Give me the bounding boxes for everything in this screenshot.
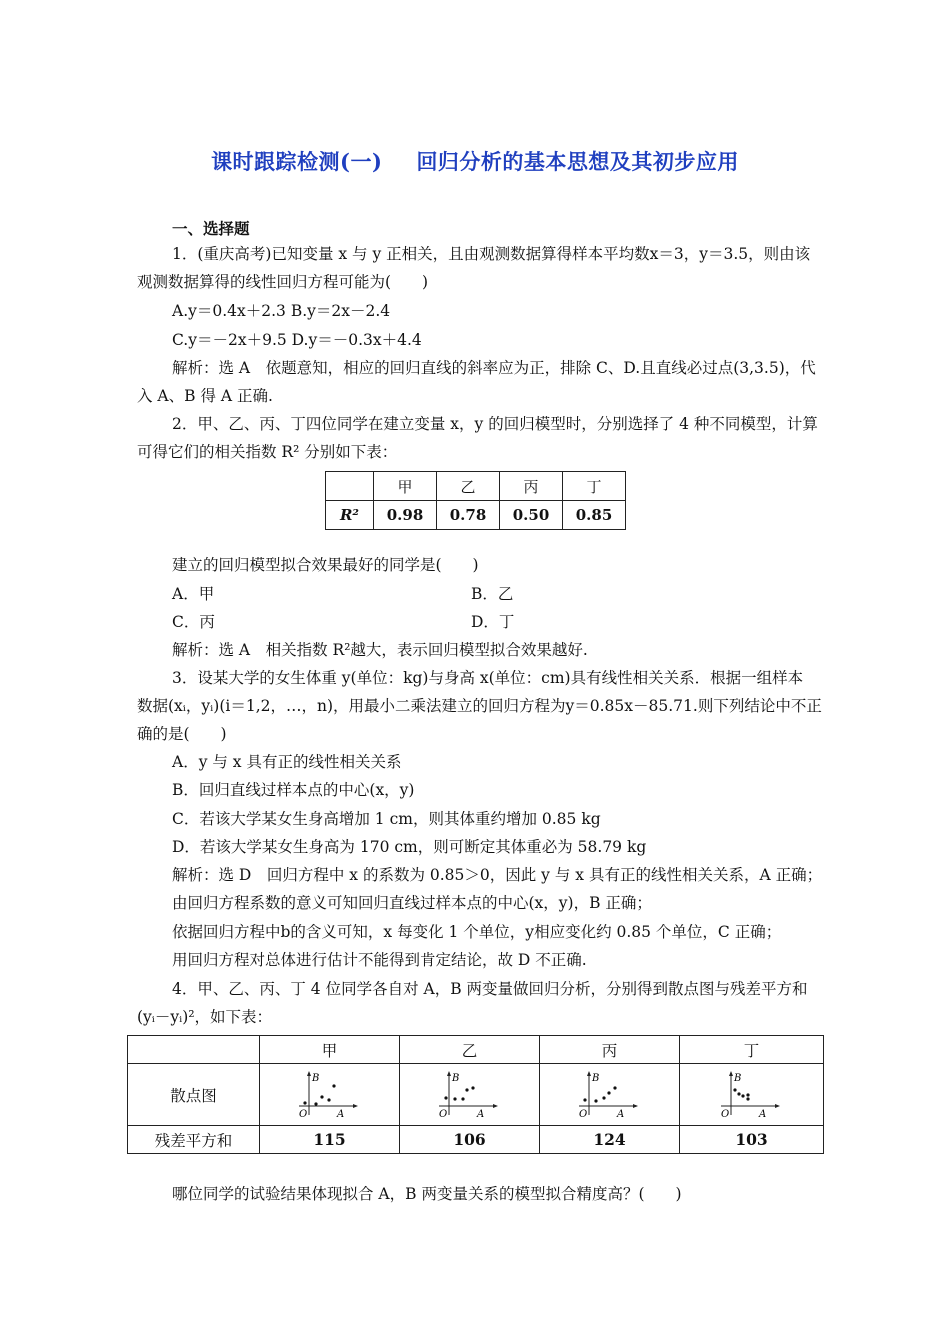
r2-value-bing: 0.50 [500,501,563,530]
q1-answer-line2: 入 A、B 得 A 正确. [137,387,273,405]
q1-answer-line1: 解析：选 A 依题意知，相应的回归直线的斜率应为正，排除 C、D.且直线必过点(3,3.5)，代 [172,359,816,377]
q2-option-d: D．丁 [471,613,515,631]
scatter-point [332,1084,335,1087]
q4-question: 哪位同学的试验结果体现拟合 A，B 两变量关系的模型拟合精度高？( ) [172,1185,682,1203]
axis-label-b: B [451,1072,459,1084]
scatter-point [453,1097,456,1100]
r2-table-value-row [326,501,626,530]
scatter-point [741,1094,744,1097]
scatter-point [314,1102,317,1105]
residual-ding: 103 [680,1126,824,1154]
axis-label-b: B [591,1072,599,1084]
section-heading: 一、选择题 [172,219,250,238]
q2-option-b: B．乙 [471,585,514,603]
q2-question: 建立的回归模型拟合效果最好的同学是( ) [172,556,479,574]
scatter-plot-ding [717,1070,787,1120]
scatter-header-bing: 丙 [540,1036,680,1064]
scatter-point [471,1086,474,1089]
residual-yi: 106 [400,1126,540,1154]
scatter-header-yi: 乙 [400,1036,540,1064]
q1-options-ab: A.y＝0.4x＋2.3 B.y＝2x－2.4 [172,302,391,320]
scatter-point [602,1096,605,1099]
residual-row [128,1126,824,1154]
y-axis-arrow-icon [307,1071,311,1076]
x-axis-arrow-icon [353,1104,358,1108]
scatter-point [733,1088,736,1091]
r2-header-jia: 甲 [374,472,437,501]
q2-line1: 2．甲、乙、丙、丁四位同学在建立变量 x，y 的回归模型时，分别选择了 4 种不同模型，计算 [172,415,818,433]
x-axis-arrow-icon [775,1104,780,1108]
y-axis-arrow-icon [729,1071,733,1076]
scatter-point [594,1099,597,1102]
scatter-plot-jia [295,1070,365,1120]
r2-header-empty [326,472,374,501]
q4-line1: 4．甲、乙、丙、丁 4 位同学各自对 A，B 两变量做回归分析，分别得到散点图与残差平方和 [172,980,808,998]
q3-line1: 3．设某大学的女生体重 y(单位：kg)与身高 x(单位：cm)具有线性相关关系．根据一组样本 [172,669,804,687]
scatter-point [746,1093,749,1096]
q3-answer-line4: 用回归方程对总体进行估计不能得到肯定结论，故 D 不正确. [172,951,587,969]
scatter-point [746,1097,749,1100]
scatter-table-header-row [128,1036,824,1064]
axis-label-b: B [733,1072,741,1084]
scatter-point [607,1091,610,1094]
axis-label-o: O [438,1108,447,1120]
q2-option-c: C．丙 [172,613,215,631]
title-part1: 课时跟踪检测(一) [211,149,383,174]
r2-header-yi: 乙 [437,472,500,501]
residual-jia: 115 [260,1126,400,1154]
axis-label-a: A [616,1108,624,1120]
scatter-cell-jia [260,1064,400,1126]
scatter-header-empty [128,1036,260,1064]
scatter-row-label: 散点图 [128,1064,260,1126]
q3-answer-line2: 由回归方程系数的意义可知回归直线过样本点的中心(x，y)，B 正确； [172,894,652,912]
q4-line2: (yᵢ－yᵢ)²，如下表： [137,1008,273,1026]
q3-option-a: A．y 与 x 具有正的线性相关关系 [172,753,402,771]
scatter-point [737,1092,740,1095]
r2-table [325,471,626,530]
scatter-point [444,1096,447,1099]
q3-option-c: C．若该大学某女生身高增加 1 cm，则其体重约增加 0.85 kg [172,810,601,828]
scatter-point [465,1088,468,1091]
axis-label-o: O [578,1108,587,1120]
scatter-cell-bing [540,1064,680,1126]
axis-label-o: O [720,1108,729,1120]
scatter-point [327,1098,330,1101]
x-axis-arrow-icon [493,1104,498,1108]
scatter-point [583,1098,586,1101]
y-axis-arrow-icon [447,1071,451,1076]
x-axis-arrow-icon [633,1104,638,1108]
q3-answer-line3: 依据回归方程中b的含义可知，x 每变化 1 个单位，y相应变化约 0.85 个单位，C 正确； [172,923,782,941]
title-part2: 回归分析的基本思想及其初步应用 [416,149,739,174]
axis-label-b: B [311,1072,319,1084]
q3-option-b: B．回归直线过样本点的中心(x，y) [172,781,415,799]
scatter-point [461,1097,464,1100]
r2-value-ding: 0.85 [563,501,626,530]
q1-options-cd: C.y＝－2x＋9.5 D.y＝－0.3x＋4.4 [172,331,422,349]
q1-line1: 1．(重庆高考)已知变量 x 与 y 正相关，且由观测数据算得样本平均数x＝3，y＝3.5，则由该 [172,245,811,263]
axis-label-a: A [476,1108,484,1120]
scatter-header-jia: 甲 [260,1036,400,1064]
scatter-point [613,1086,616,1089]
scatter-cell-ding [680,1064,824,1126]
q3-answer-line1: 解析：选 D 回归方程中 x 的系数为 0.85＞0，因此 y 与 x 具有正的线性相关关系，A 正确； [172,866,823,884]
y-axis-arrow-icon [587,1071,591,1076]
scatter-plot-bing [575,1070,645,1120]
q2-answer: 解析：选 A 相关指数 R²越大，表示回归模型拟合效果越好. [172,641,588,659]
r2-value-yi: 0.78 [437,501,500,530]
scatter-plot-yi [435,1070,505,1120]
r2-row-label: R² [326,501,374,530]
scatter-header-ding: 丁 [680,1036,824,1064]
scatter-plot-row [128,1064,824,1126]
q3-option-d: D．若该大学某女生身高为 170 cm，则可断定其体重必为 58.79 kg [172,838,647,856]
scatter-point [303,1101,306,1104]
residual-row-label: 残差平方和 [128,1126,260,1154]
r2-header-ding: 丁 [563,472,626,501]
r2-header-bing: 丙 [500,472,563,501]
axis-label-a: A [758,1108,766,1120]
q1-line2: 观测数据算得的线性回归方程可能为( ) [137,273,429,291]
q2-option-a: A．甲 [172,585,215,603]
q2-line2: 可得它们的相关指数 R² 分别如下表： [137,443,398,461]
r2-table-header-row [326,472,626,501]
q3-line3: 确的是( ) [137,725,227,743]
axis-label-o: O [298,1108,307,1120]
page-title [0,146,950,176]
scatter-table [127,1035,824,1154]
q3-line2: 数据(xᵢ，yᵢ)(i＝1,2，…，n)，用最小二乘法建立的回归方程为y＝0.85x－85.71.则下列结论中不正 [137,697,822,715]
axis-label-a: A [336,1108,344,1120]
scatter-cell-yi [400,1064,540,1126]
r2-value-jia: 0.98 [374,501,437,530]
residual-bing: 124 [540,1126,680,1154]
scatter-point [320,1095,323,1098]
